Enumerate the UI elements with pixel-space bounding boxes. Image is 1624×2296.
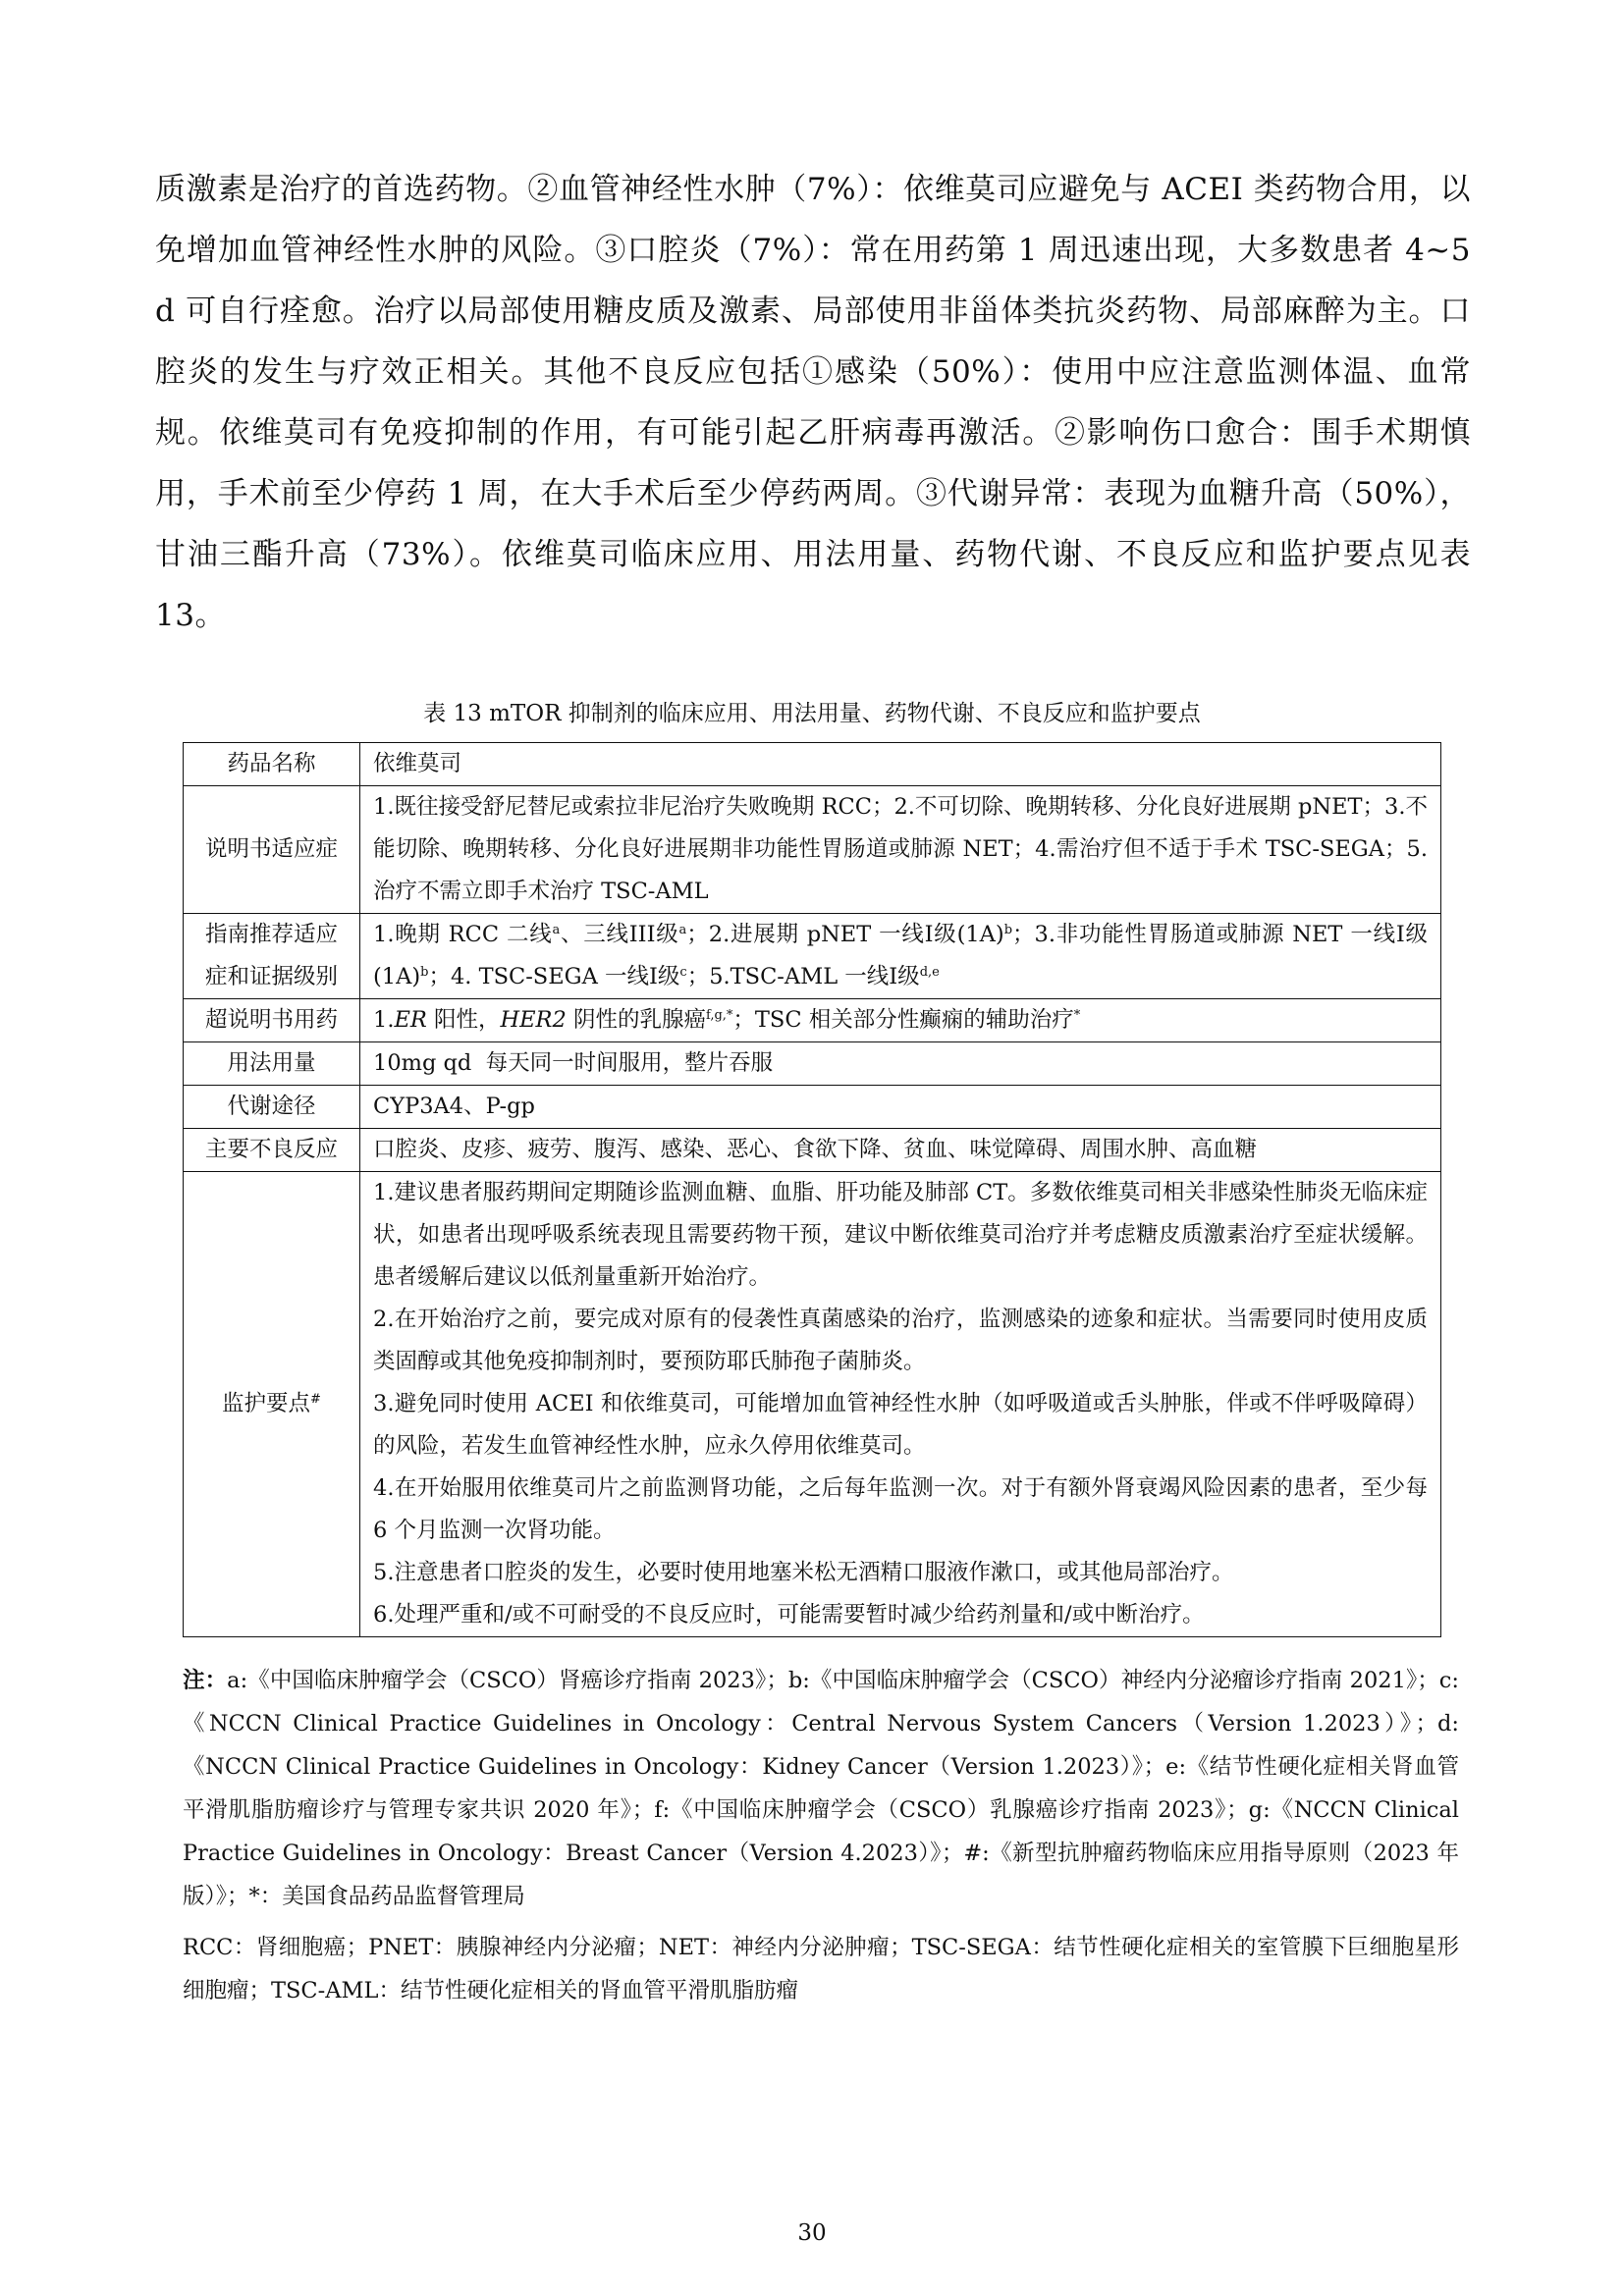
guideline-value xyxy=(360,914,1441,999)
offlabel-text-1: 1. xyxy=(373,1007,395,1033)
drug-table xyxy=(183,742,1441,1637)
guideline-label-line2: 症和证据级别 xyxy=(204,964,338,989)
monitoring-item: 3.避免同时使用 ACEI 和依维莫司，可能增加血管神经性水肿（如呼吸道或舌头肿胀，伴或不伴呼吸障碍）的风险，若发生血管神经性水肿，应永久停用依维莫司。 xyxy=(373,1391,1428,1459)
offlabel-text-3: 阴性的乳腺癌 xyxy=(566,1007,706,1033)
guideline-text-4: ；3.非功能性胃肠道或肺源 NET 一线I级(1A) xyxy=(373,922,1429,989)
table-row xyxy=(184,1172,1441,1637)
offlabel-text-4: ；TSC 相关部分性癫痫的辅助治疗 xyxy=(732,1007,1074,1033)
table-row xyxy=(184,786,1441,914)
guideline-text-3: ；2.进展期 pNET 一线I级(1A) xyxy=(686,922,1004,947)
notes-label: 注： xyxy=(183,1668,228,1693)
metabolism-label: 代谢途径 xyxy=(184,1086,360,1129)
table-row xyxy=(184,999,1441,1042)
guideline-label xyxy=(184,914,360,999)
table-row xyxy=(184,1129,1441,1172)
evidence-superscript: d,e xyxy=(919,965,940,980)
drug-name-value: 依维莫司 xyxy=(360,743,1441,786)
reference-superscript: f,g,* xyxy=(705,1008,733,1023)
table-row xyxy=(184,1086,1441,1129)
monitoring-label-superscript: # xyxy=(310,1392,321,1407)
notes-references xyxy=(183,1659,1459,1918)
notes-abbreviations: RCC：肾细胞癌；PNET：胰腺神经内分泌瘤；NET：神经内分泌肿瘤；TSC-SEGA：结节性硬化症相关的室管膜下巨细胞星形细胞瘤；TSC-AML：结节性硬化症相关的肾血管平滑肌脂肪瘤 xyxy=(183,1935,1459,2003)
indication-value: 1.既往接受舒尼替尼或索拉非尼治疗失败晚期 RCC；2.不可切除、晚期转移、分化良好进展期 pNET；3.不能切除、晚期转移、分化良好进展期非功能性胃肠道或肺源 NET；4.需治疗但不适于手术 TSC-SEGA；5.治疗不需立即手术治疗 TSC-AML xyxy=(360,786,1441,914)
her2-term: HER2 xyxy=(500,1007,567,1033)
er-term: ER xyxy=(394,1007,427,1033)
table-row xyxy=(184,914,1441,999)
guideline-text-6: ；5.TSC-AML 一线I级 xyxy=(686,964,920,989)
evidence-superscript: a xyxy=(552,923,561,937)
table-notes xyxy=(183,1659,1459,2012)
monitoring-item: 4.在开始服用依维莫司片之前监测肾功能，之后每年监测一次。对于有额外肾衰竭风险因素的患者，至少每 6 个月监测一次肾功能。 xyxy=(373,1475,1428,1543)
evidence-superscript: b xyxy=(420,965,429,980)
monitoring-value xyxy=(360,1172,1441,1637)
monitoring-item: 1.建议患者服药期间定期随诊监测血糖、血脂、肝功能及肺部 CT。多数依维莫司相关非感染性肺炎无临床症状，如患者出现呼吸系统表现且需要药物干预，建议中断依维莫司治疗并考虑糖皮质激素治疗至症状缓解。患者缓解后建议以低剂量重新开始治疗。 xyxy=(373,1180,1428,1290)
dosage-label: 用法用量 xyxy=(184,1042,360,1086)
offlabel-text-2: 阳性， xyxy=(426,1007,501,1033)
metabolism-value: CYP3A4、P-gp xyxy=(360,1086,1441,1129)
monitoring-item: 5.注意患者口腔炎的发生，必要时使用地塞米松无酒精口服液作漱口，或其他局部治疗。 xyxy=(373,1560,1234,1585)
table-row xyxy=(184,743,1441,786)
table-caption: 表 13 mTOR 抑制剂的临床应用、用法用量、药物代谢、不良反应和监护要点 xyxy=(423,701,1201,726)
notes-text: a:《中国临床肿瘤学会（CSCO）肾癌诊疗指南 2023》；b:《中国临床肿瘤学会（CSCO）神经内分泌瘤诊疗指南 2021》；c:《NCCN Clinical Practice Guidelines in Oncology：Central Nervous System Cancers（Version 1.2023）》；d:《NCCN Clinical Practice Guidelines in Oncology：Kidney Cancer（Version 1.2023）》；e:《结节性硬化症相关肾血管平滑肌脂肪瘤诊疗与管理专家共识 2020 年》；f:《中国临床肿瘤学会（CSCO）乳腺癌诊疗指南 2023》；g:《NCCN Clinical Practice Guidelines in Oncology：Breast Cancer（Version 4.2023）》；#:《新型抗肿瘤药物临床应用指导原则（2023 年版）》；*：美国食品药品监督管理局 xyxy=(183,1668,1459,1909)
drug-name-label: 药品名称 xyxy=(184,743,360,786)
evidence-superscript: c xyxy=(679,965,687,980)
guideline-label-line1: 指南推荐适应 xyxy=(204,922,338,947)
page-number: 30 xyxy=(797,2220,827,2246)
adverse-value: 口腔炎、皮疹、疲劳、腹泻、感染、恶心、食欲下降、贫血、味觉障碍、周围水肿、高血糖 xyxy=(360,1129,1441,1172)
monitoring-label-text: 监护要点 xyxy=(222,1391,311,1416)
guideline-text-5: ；4. TSC-SEGA 一线I级 xyxy=(428,964,680,989)
dosage-value: 10mg qd 每天同一时间服用，整片吞服 xyxy=(360,1042,1441,1086)
evidence-superscript: b xyxy=(1003,923,1013,937)
monitoring-label xyxy=(184,1172,360,1637)
monitoring-item: 2.在开始治疗之前，要完成对原有的侵袭性真菌感染的治疗，监测感染的迹象和症状。当需要同时使用皮质类固醇或其他免疫抑制剂时，要预防耶氏肺孢子菌肺炎。 xyxy=(373,1307,1428,1374)
adverse-label: 主要不良反应 xyxy=(184,1129,360,1172)
guideline-text-1: 1.晚期 RCC 二线 xyxy=(373,922,553,947)
body-paragraph: 质激素是治疗的首选药物。②血管神经性水肿（7%）：依维莫司应避免与 ACEI 类药物合用，以免增加血管神经性水肿的风险。③口腔炎（7%）：常在用药第 1 周迅速出现，大多数患者 4~5 d 可自行痊愈。治疗以局部使用糖皮质及激素、局部使用非甾体类抗炎药物、局部麻醉为主。口腔炎的发生与疗效正相关。其他不良反应包括①感染（50%）：使用中应注意监测体温、血常规。依维莫司有免疫抑制的作用，有可能引起乙肝病毒再激活。②影响伤口愈合：围手术期慎用，手术前至少停药 1 周，在大手术后至少停药两周。③代谢异常：表现为血糖升高（50%），甘油三酯升高（73%）。依维莫司临床应用、用法用量、药物代谢、不良反应和监护要点见表 13。 xyxy=(155,172,1471,633)
offlabel-label: 超说明书用药 xyxy=(184,999,360,1042)
offlabel-value xyxy=(360,999,1441,1042)
table-row xyxy=(184,1042,1441,1086)
body-text xyxy=(155,159,1471,646)
evidence-superscript: a xyxy=(678,923,687,937)
guideline-text-2: 、三线III级 xyxy=(560,922,679,947)
reference-superscript: * xyxy=(1073,1008,1081,1023)
monitoring-item: 6.处理严重和/或不可耐受的不良反应时，可能需要暂时减少给药剂量和/或中断治疗。 xyxy=(373,1602,1205,1628)
indication-label: 说明书适应症 xyxy=(184,786,360,914)
